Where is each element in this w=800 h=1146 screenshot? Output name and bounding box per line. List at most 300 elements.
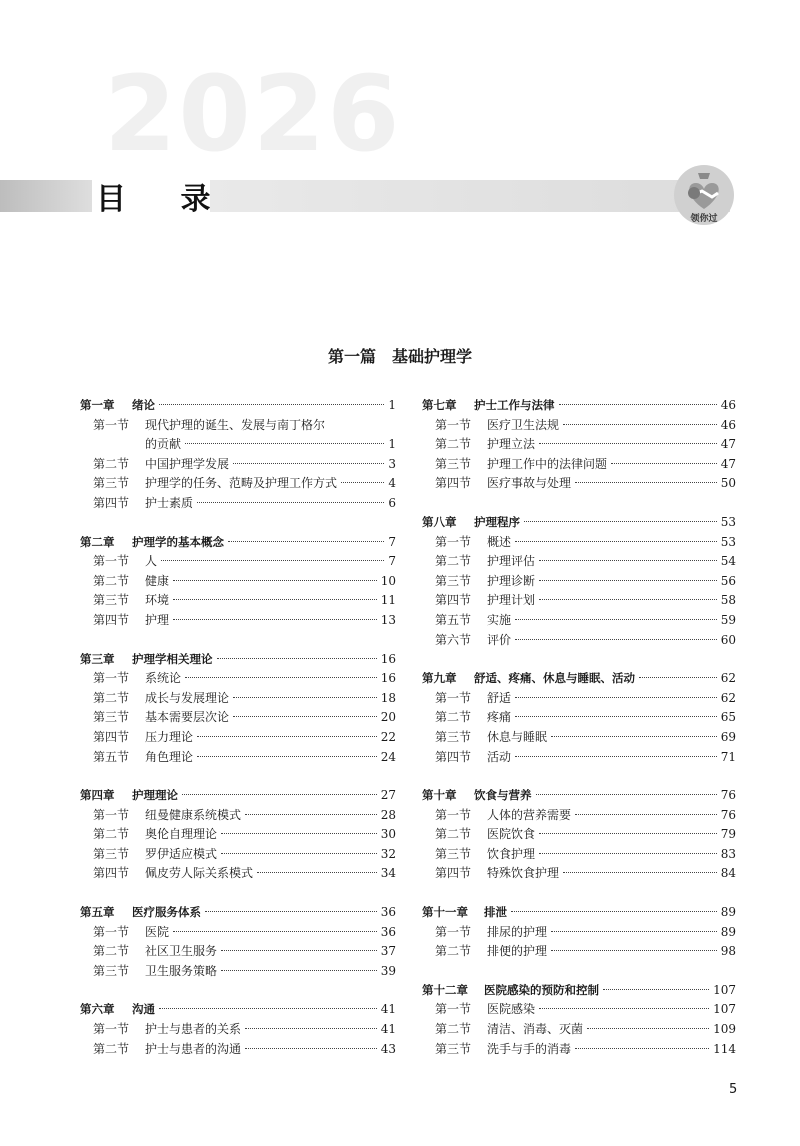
section-label: 第一节: [435, 807, 472, 822]
page-ref: 62: [720, 671, 736, 686]
section-title: 医疗事故与处理: [487, 476, 572, 491]
section-label: 第一节: [93, 807, 130, 822]
dot-leader: [257, 872, 377, 873]
dot-leader: [539, 1008, 709, 1009]
dot-leader: [341, 482, 384, 483]
section-entry[interactable]: [422, 689, 736, 709]
dot-leader: [197, 736, 377, 737]
section-label: 第一节: [435, 417, 472, 432]
section-label: 第六节: [435, 632, 472, 647]
section-label: 第四节: [435, 593, 472, 608]
section-title-continuation: 的贡献: [145, 437, 182, 452]
page-ref: 69: [720, 729, 736, 744]
section-entry[interactable]: [422, 572, 736, 592]
page-ref: 107: [713, 982, 736, 997]
section-title: 现代护理的诞生、发展与南丁格尔: [145, 417, 326, 432]
section-label: 第一节: [93, 924, 130, 939]
page-ref: 37: [380, 944, 396, 959]
chapter-entry[interactable]: [422, 396, 736, 416]
chapter-block: [422, 669, 736, 767]
section-label: 第四节: [93, 612, 130, 627]
page-ref: 30: [380, 827, 396, 842]
chapter-block: [80, 396, 396, 514]
section-entry[interactable]: [422, 552, 736, 572]
chapter-entry[interactable]: [422, 513, 736, 533]
section-entry[interactable]: [422, 591, 736, 611]
chapter-block: [422, 981, 736, 1059]
page-ref: 98: [720, 944, 736, 959]
chapter-title: 护理学的基本概念: [132, 534, 224, 549]
section-title: 护士与患者的沟通: [145, 1041, 242, 1056]
section-label: 第二节: [435, 1022, 472, 1037]
section-entry[interactable]: [80, 689, 396, 709]
page-ref: 46: [720, 398, 736, 412]
page-ref: 41: [380, 1022, 396, 1037]
section-title: 排便的护理: [487, 944, 548, 959]
section-entry[interactable]: [422, 728, 736, 748]
section-entry[interactable]: [80, 669, 396, 689]
section-entry[interactable]: [80, 1020, 396, 1040]
dot-leader: [161, 560, 384, 561]
dot-leader: [245, 1048, 377, 1049]
dot-leader: [563, 872, 717, 873]
dot-leader: [205, 911, 377, 912]
chapter-label: 第十一章: [422, 905, 468, 920]
page-ref: 89: [720, 924, 736, 939]
chapter-title: 医院感染的预防和控制: [484, 982, 599, 997]
section-entry[interactable]: [80, 572, 396, 592]
chapter-block: [80, 786, 396, 884]
dot-leader: [221, 853, 377, 854]
dot-leader: [515, 697, 717, 698]
section-label: 第一节: [435, 924, 472, 939]
section-title: 排尿的护理: [487, 924, 548, 939]
page-ref: 62: [720, 690, 736, 705]
dot-leader: [603, 989, 709, 990]
section-entry[interactable]: [80, 748, 396, 768]
section-title: 医院饮食: [487, 827, 536, 842]
section-title: 医疗卫生法规: [487, 417, 560, 432]
section-label: 第二节: [435, 944, 472, 959]
dot-leader: [524, 521, 717, 522]
section-label: 第三节: [93, 710, 130, 725]
page-ref: 20: [380, 710, 396, 725]
page-ref: 84: [720, 866, 736, 881]
section-label: 第四节: [93, 866, 130, 881]
section-label: 第五节: [93, 749, 130, 764]
dot-leader: [536, 794, 717, 795]
section-entry[interactable]: [422, 806, 736, 826]
dot-leader: [511, 911, 717, 912]
dot-leader: [575, 814, 717, 815]
section-entry[interactable]: [80, 611, 396, 631]
dot-leader: [233, 463, 384, 464]
section-entry-continuation[interactable]: [80, 435, 396, 455]
section-title: 活动: [487, 749, 512, 764]
year-watermark: 2026: [104, 53, 402, 175]
logo-text: 领你过: [690, 214, 718, 224]
section-entry[interactable]: [80, 591, 396, 611]
section-label: 第三节: [435, 1041, 472, 1056]
section-title: 饮食护理: [487, 846, 536, 861]
section-entry[interactable]: [80, 474, 396, 494]
section-title: 清洁、消毒、灭菌: [487, 1022, 584, 1037]
chapter-block: [422, 786, 736, 884]
section-title: 纽曼健康系统模式: [145, 807, 242, 822]
section-label: 第四节: [435, 476, 472, 491]
section-entry[interactable]: [422, 845, 736, 865]
page-ref: 1: [388, 398, 396, 412]
dot-leader: [539, 833, 717, 834]
page-ref: 16: [380, 651, 396, 666]
chapter-entry[interactable]: [422, 981, 736, 1001]
dot-leader: [221, 833, 377, 834]
dot-leader: [515, 716, 717, 717]
section-label: 第四节: [93, 729, 130, 744]
section-title: 评价: [487, 632, 512, 647]
chapter-title: 绪论: [132, 398, 155, 412]
header-bar-left: [0, 180, 92, 212]
dot-leader: [551, 736, 717, 737]
section-entry[interactable]: [422, 435, 736, 455]
dot-leader: [185, 677, 377, 678]
section-entry[interactable]: [422, 455, 736, 475]
dot-leader: [185, 443, 384, 444]
section-title: 疼痛: [487, 710, 512, 725]
section-entry[interactable]: [80, 845, 396, 865]
chapter-title: 排泄: [484, 905, 507, 920]
chapter-block: [80, 650, 396, 768]
section-label: 第一节: [93, 1022, 130, 1037]
dot-leader: [233, 716, 377, 717]
chapter-entry[interactable]: [80, 1000, 396, 1020]
section-title: 护理诊断: [487, 573, 536, 588]
page-ref: 10: [380, 573, 396, 588]
dot-leader: [245, 814, 377, 815]
dot-leader: [551, 931, 717, 932]
chapter-label: 第七章: [422, 398, 457, 412]
chapter-title: 饮食与营养: [474, 788, 532, 803]
section-title: 护理: [145, 612, 170, 627]
chapter-title: 护理学相关理论: [132, 651, 213, 666]
section-entry[interactable]: [422, 864, 736, 884]
section-title: 休息与睡眠: [487, 729, 548, 744]
chapter-label: 第九章: [422, 671, 457, 686]
section-label: 第二节: [435, 827, 472, 842]
section-entry[interactable]: [80, 494, 396, 514]
section-entry[interactable]: [422, 474, 736, 494]
page-ref: 6: [388, 495, 396, 510]
chapter-label: 第八章: [422, 514, 457, 529]
page-ref: 16: [380, 671, 396, 686]
dot-leader: [515, 756, 717, 757]
chapter-title: 沟通: [132, 1002, 155, 1017]
section-title: 护理计划: [487, 593, 536, 608]
section-entry[interactable]: [80, 1040, 396, 1060]
section-title: 角色理论: [145, 749, 194, 764]
dot-leader: [539, 560, 717, 561]
section-title: 护理工作中的法律问题: [487, 456, 608, 471]
dot-leader: [559, 404, 717, 405]
section-label: 第三节: [93, 846, 130, 861]
page-ref: 4: [388, 476, 396, 491]
page-ref: 53: [720, 514, 736, 529]
dot-leader: [197, 502, 384, 503]
page-ref: 18: [380, 690, 396, 705]
chapter-entry[interactable]: [80, 903, 396, 923]
chapter-entry[interactable]: [422, 669, 736, 689]
section-entry[interactable]: [422, 708, 736, 728]
section-entry[interactable]: [80, 923, 396, 943]
dot-leader: [563, 424, 717, 425]
section-label: 第一节: [93, 554, 130, 569]
section-title: 护士素质: [145, 495, 194, 510]
section-label: 第二节: [93, 944, 130, 959]
dot-leader: [182, 794, 377, 795]
dot-leader: [159, 404, 384, 405]
page-ref: 53: [720, 534, 736, 549]
dot-leader: [575, 482, 717, 483]
page-ref: 36: [380, 924, 396, 939]
chapter-entry[interactable]: [422, 903, 736, 923]
page-ref: 7: [388, 554, 396, 569]
section-title: 社区卫生服务: [145, 944, 218, 959]
chapter-entry[interactable]: [80, 533, 396, 553]
chapter-block: [422, 903, 736, 962]
section-entry[interactable]: [80, 455, 396, 475]
chapter-title: 护理理论: [132, 788, 178, 803]
section-label: 第一节: [93, 671, 130, 686]
section-title: 中国护理学发展: [145, 456, 230, 471]
page-ref: 59: [720, 612, 736, 627]
page-ref: 24: [380, 749, 396, 764]
section-title: 罗伊适应模式: [145, 846, 218, 861]
section-label: 第四节: [93, 495, 130, 510]
section-title: 舒适: [487, 690, 512, 705]
dot-leader: [539, 599, 717, 600]
section-entry[interactable]: [80, 728, 396, 748]
section-title: 基本需要层次论: [145, 710, 230, 725]
section-entry[interactable]: [80, 708, 396, 728]
page-ref: 60: [720, 632, 736, 647]
section-title: 护士与患者的关系: [145, 1022, 242, 1037]
page-ref: 11: [380, 593, 396, 608]
dot-leader: [173, 599, 377, 600]
page-ref: 22: [380, 729, 396, 744]
page-ref: 47: [720, 437, 736, 452]
dot-leader: [228, 541, 384, 542]
dot-leader: [515, 619, 717, 620]
section-entry[interactable]: [422, 1020, 736, 1040]
chapter-label: 第十章: [422, 788, 457, 803]
page-ref: 13: [380, 612, 396, 627]
page-ref: 39: [380, 963, 396, 978]
section-label: 第一节: [435, 690, 472, 705]
page-ref: 79: [720, 827, 736, 842]
chapter-block: [422, 396, 736, 494]
section-label: 第一节: [93, 417, 130, 432]
page-ref: 46: [720, 417, 736, 432]
chapter-block: [80, 903, 396, 981]
section-title: 奥伦自理理论: [145, 827, 218, 842]
section-title: 系统论: [145, 671, 182, 686]
section-label: 第三节: [93, 963, 130, 978]
dot-leader: [221, 950, 377, 951]
chapter-block: [80, 1000, 396, 1059]
chapter-entry[interactable]: [80, 650, 396, 670]
toc-right-column: [422, 396, 736, 1078]
section-entry[interactable]: [422, 533, 736, 553]
chapter-title: 医疗服务体系: [132, 905, 201, 920]
dot-leader: [515, 541, 717, 542]
dot-leader: [551, 950, 717, 951]
section-label: 第二节: [93, 573, 130, 588]
page-ref: 83: [720, 846, 736, 861]
section-title: 环境: [145, 593, 170, 608]
chapter-label: 第四章: [80, 788, 115, 803]
section-entry[interactable]: [422, 1040, 736, 1060]
dot-leader: [173, 580, 377, 581]
page-ref: 34: [380, 866, 396, 881]
dot-leader: [245, 1028, 377, 1029]
section-label: 第二节: [435, 554, 472, 569]
section-title: 医院: [145, 924, 170, 939]
dot-leader: [539, 853, 717, 854]
section-title: 实施: [487, 612, 512, 627]
chapter-title: 护士工作与法律: [474, 398, 555, 412]
section-label: 第五节: [435, 612, 472, 627]
chapter-entry[interactable]: [80, 396, 396, 416]
header-bar-right: [210, 180, 730, 212]
section-title: 护理评估: [487, 554, 536, 569]
chapter-title: 舒适、疼痛、休息与睡眠、活动: [474, 671, 635, 686]
section-entry[interactable]: [422, 1000, 736, 1020]
chapter-label: 第二章: [80, 534, 115, 549]
section-entry[interactable]: [80, 825, 396, 845]
page-ref: 107: [713, 1002, 736, 1017]
page-ref: 1: [388, 437, 396, 452]
section-label: 第三节: [435, 846, 472, 861]
page-ref: 3: [388, 456, 396, 471]
section-title: 佩皮劳人际关系模式: [145, 866, 254, 881]
section-label: 第二节: [93, 690, 130, 705]
chapter-entry[interactable]: [422, 786, 736, 806]
dot-leader: [587, 1028, 709, 1029]
page-ref: 27: [380, 788, 396, 803]
chapter-title: 护理程序: [474, 514, 520, 529]
section-title: 人: [145, 554, 158, 569]
section-entry[interactable]: [422, 631, 736, 651]
page-ref: 76: [720, 807, 736, 822]
section-title: 概述: [487, 534, 512, 549]
section-title: 健康: [145, 573, 170, 588]
section-label: 第三节: [93, 476, 130, 491]
section-label: 第三节: [435, 729, 472, 744]
section-label: 第二节: [435, 437, 472, 452]
section-title: 特殊饮食护理: [487, 866, 560, 881]
chapter-entry[interactable]: [80, 786, 396, 806]
section-title: 卫生服务策略: [145, 963, 218, 978]
section-entry[interactable]: [80, 552, 396, 572]
page-ref: 89: [720, 905, 736, 920]
section-label: 第四节: [435, 866, 472, 881]
dot-leader: [539, 580, 717, 581]
chapter-label: 第六章: [80, 1002, 115, 1017]
page-ref: 47: [720, 456, 736, 471]
section-label: 第四节: [435, 749, 472, 764]
page-ref: 109: [713, 1022, 736, 1037]
section-label: 第三节: [93, 593, 130, 608]
chapter-label: 第三章: [80, 651, 115, 666]
page-ref: 58: [720, 593, 736, 608]
section-label: 第三节: [435, 456, 472, 471]
section-title: 成长与发展理论: [145, 690, 230, 705]
section-entry[interactable]: [80, 962, 396, 982]
section-label: 第二节: [93, 827, 130, 842]
dot-leader: [217, 658, 377, 659]
section-title: 人体的营养需要: [487, 807, 572, 822]
section-title: 护理立法: [487, 437, 536, 452]
section-title: 压力理论: [145, 729, 194, 744]
chapter-label: 第一章: [80, 398, 115, 412]
page-ref: 71: [720, 749, 736, 764]
page-ref: 76: [720, 788, 736, 803]
section-entry[interactable]: [422, 825, 736, 845]
chapter-block: [80, 533, 396, 631]
section-entry[interactable]: [422, 942, 736, 962]
dot-leader: [159, 1008, 377, 1009]
section-label: 第二节: [435, 710, 472, 725]
section-entry[interactable]: [422, 923, 736, 943]
section-entry[interactable]: [80, 416, 396, 436]
dot-leader: [539, 443, 717, 444]
toc-left-column: [80, 396, 396, 1078]
page-number: 5: [729, 1082, 738, 1097]
section-entry[interactable]: [422, 611, 736, 631]
chapter-block: [422, 513, 736, 650]
page-ref: 7: [388, 534, 396, 549]
page-ref: 36: [380, 905, 396, 920]
dot-leader: [233, 697, 377, 698]
page-ref: 32: [380, 846, 396, 861]
dot-leader: [197, 756, 377, 757]
page-ref: 28: [380, 807, 396, 822]
section-label: 第二节: [93, 456, 130, 471]
page-ref: 41: [380, 1002, 396, 1017]
section-label: 第一节: [435, 534, 472, 549]
section-entry[interactable]: [80, 942, 396, 962]
section-label: 第二节: [93, 1041, 130, 1056]
section-entry[interactable]: [80, 806, 396, 826]
section-title: 洗手与手的消毒: [487, 1041, 572, 1056]
dot-leader: [173, 619, 377, 620]
section-title: 医院感染: [487, 1002, 536, 1017]
section-label: 第一节: [435, 1002, 472, 1017]
page-ref: 56: [720, 573, 736, 588]
toc-title: 目 录: [96, 182, 233, 217]
dot-leader: [221, 970, 377, 971]
dot-leader: [611, 463, 717, 464]
section-title: 护理学的任务、范畴及护理工作方式: [145, 476, 338, 491]
section-entry[interactable]: [422, 748, 736, 768]
section-entry[interactable]: [80, 864, 396, 884]
dot-leader: [639, 677, 717, 678]
page-ref: 114: [713, 1041, 736, 1056]
section-entry[interactable]: [422, 416, 736, 436]
part-title: 第一篇 基础护理学: [327, 347, 472, 366]
dot-leader: [515, 639, 717, 640]
chapter-label: 第五章: [80, 905, 115, 920]
